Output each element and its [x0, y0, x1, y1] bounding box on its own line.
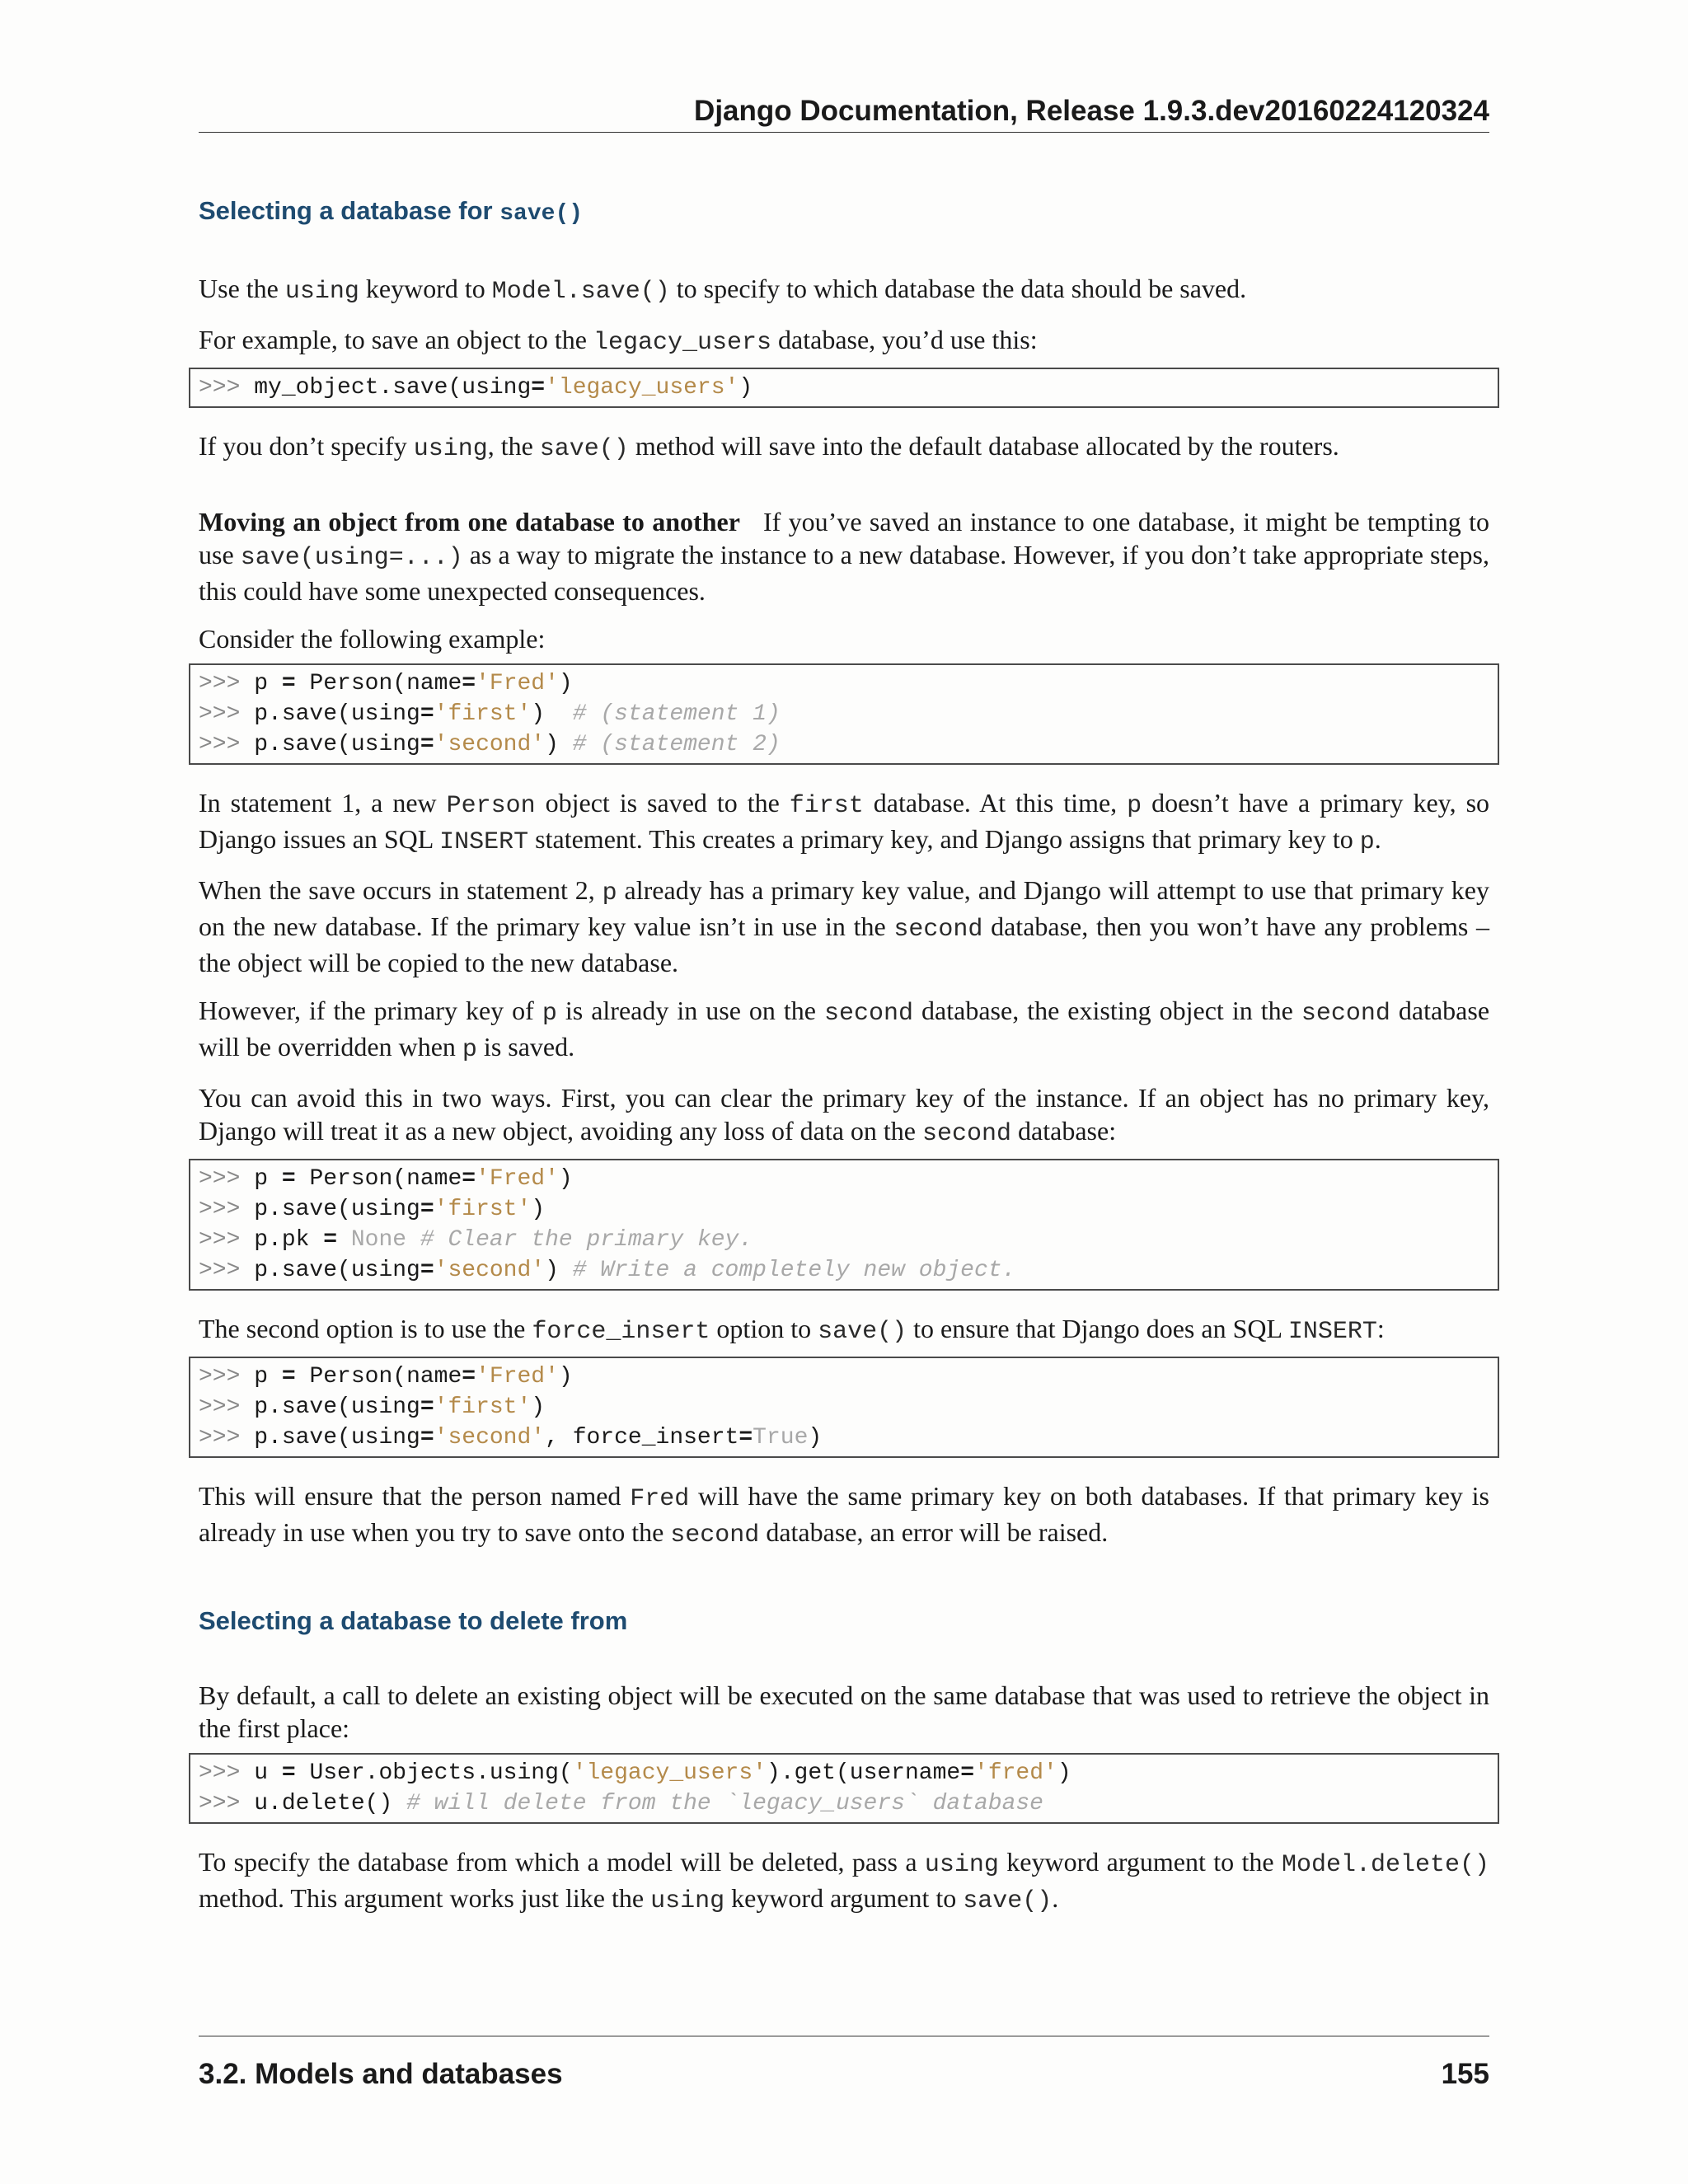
paragraph: This will ensure that the person named Fred will have the same primary key on both databases. If that primary key is already in use when you try to save onto the second database, an error will be raised. — [199, 1481, 1489, 1549]
code-block: >>> p = Person(name='Fred') >>> p.save(using='first') >>> p.pk = None # Clear the primary key. >>> p.save(using='second') # Write a completely new object. — [189, 1159, 1499, 1291]
paragraph: Consider the following example: — [199, 624, 546, 654]
paragraph: Use the using keyword to Model.save() to specify to which database the data should be saved. — [199, 274, 1247, 306]
runin-heading: Moving an object from one database to another — [199, 507, 740, 537]
code-block: >>> p = Person(name='Fred') >>> p.save(using='first') # (statement 1) >>> p.save(using='second') # (statement 2) — [189, 663, 1499, 765]
document-title: Django Documentation, Release 1.9.3.dev20160224120324 — [694, 95, 1489, 127]
paragraph: However, if the primary key of p is already in use on the second database, the existing object in the second database will be overridden when p is saved. — [199, 996, 1490, 1064]
footer-section: 3.2. Models and databases — [199, 2058, 563, 2090]
paragraph: You can avoid this in two ways. First, you can clear the primary key of the instance. If an object has no primary key, Django will treat it as a new object, avoiding any loss of data on the second database: — [199, 1083, 1489, 1148]
main-content — [199, 194, 1489, 1918]
paragraph: If you don’t specify using, the save() method will save into the default database allocated by the routers. — [199, 431, 1339, 463]
paragraph: To specify the database from which a model will be deleted, pass a using keyword argument to the Model.delete() method. This argument works just like the using keyword argument to save(). — [199, 1847, 1489, 1915]
paragraph: Moving an object from one database to another If you’ve saved an instance to one database, it might be tempting to use save(using=...) as a way to migrate the instance to a new database. However, if you don’t take appropriate steps, this could have some unexpected consequences. — [199, 507, 1490, 606]
code-block: >>> p = Person(name='Fred') >>> p.save(using='first') >>> p.save(using='second', force_insert=True) — [189, 1357, 1499, 1458]
running-header — [199, 91, 1489, 133]
running-footer — [199, 2036, 1489, 2091]
paragraph: For example, to save an object to the legacy_users database, you’d use this: — [199, 325, 1038, 357]
section-heading-save: Selecting a database for save() — [199, 196, 584, 227]
paragraph: By default, a call to delete an existing object will be executed on the same database that was used to retrieve the object in the first place: — [199, 1680, 1489, 1743]
paragraph: The second option is to use the force_insert option to save() to ensure that Django does an SQL INSERT: — [199, 1314, 1385, 1346]
code-block: >>> u = User.objects.using('legacy_users').get(username='fred') >>> u.delete() # will delete from the `legacy_users` database — [189, 1753, 1499, 1824]
paragraph: In statement 1, a new Person object is saved to the first database. At this time, p doesn’t have a primary key, so Django issues an SQL INSERT statement. This creates a primary key, and Django assigns that primary key to p. — [199, 788, 1490, 856]
page-number: 155 — [1441, 2058, 1489, 2090]
paragraph: When the save occurs in statement 2, p already has a primary key value, and Django will attempt to use that primary key on the new database. If the primary key value isn’t in use in the second database, then you won’t have any problems – the object will be copied to the new database. — [199, 875, 1490, 977]
section-heading-delete: Selecting a database to delete from — [199, 1606, 628, 1635]
code-block: >>> my_object.save(using='legacy_users') — [189, 368, 1499, 408]
